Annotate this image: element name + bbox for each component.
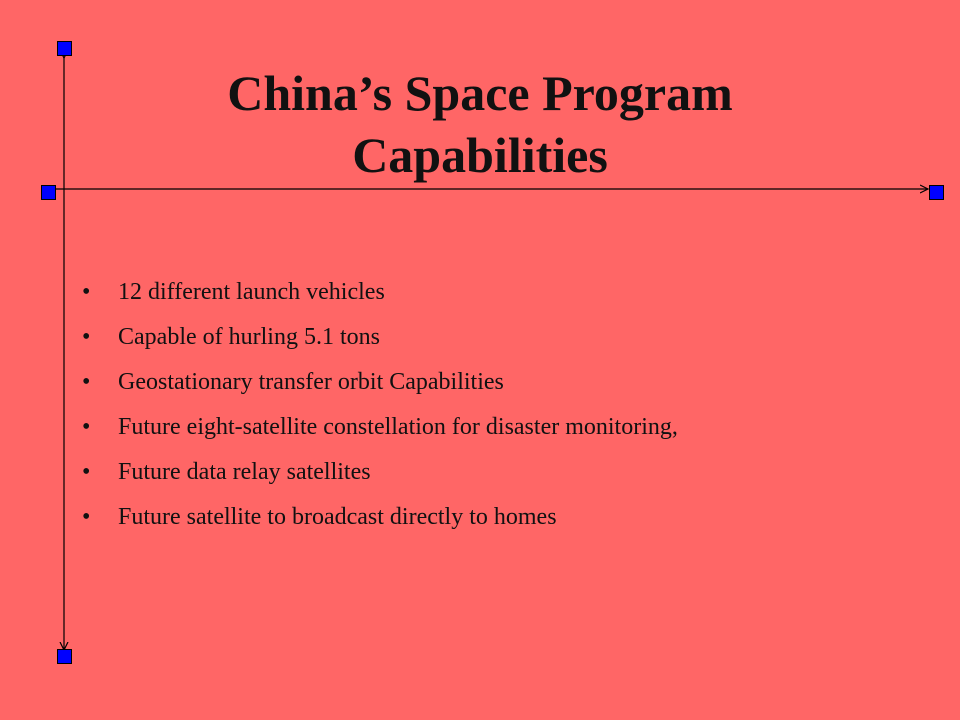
- bullet-item: [82, 362, 922, 407]
- bullet-item: [82, 317, 922, 362]
- bullet-text: Future satellite to broadcast directly to homes: [118, 504, 557, 530]
- bullet-item: [82, 452, 922, 497]
- selection-handle-right[interactable]: [929, 185, 944, 200]
- slide-title-line-2: Capabilities: [352, 127, 608, 183]
- bullet-item: [82, 497, 922, 542]
- bullet-list: [82, 272, 922, 542]
- selection-handle-left[interactable]: [41, 185, 56, 200]
- bullet-dot-icon: •: [82, 324, 91, 350]
- bullet-text: Future data relay satellites: [118, 459, 371, 485]
- bullet-text: Capable of hurling 5.1 tons: [118, 324, 380, 350]
- slide-title: [130, 62, 830, 186]
- selection-handle-bottom[interactable]: [57, 649, 72, 664]
- bullet-item: [82, 407, 922, 452]
- bullet-dot-icon: •: [82, 459, 91, 485]
- bullet-dot-icon: •: [82, 279, 91, 305]
- slide-title-line-1: China’s Space Program: [227, 65, 733, 121]
- selection-handle-top[interactable]: [57, 41, 72, 56]
- bullet-text: Geostationary transfer orbit Capabilities: [118, 369, 504, 395]
- bullet-text: Future eight-satellite constellation for disaster monitoring,: [118, 414, 678, 440]
- bullet-dot-icon: •: [82, 369, 91, 395]
- bullet-text: 12 different launch vehicles: [118, 279, 385, 305]
- bullet-item: [82, 272, 922, 317]
- bullet-dot-icon: •: [82, 504, 91, 530]
- bullet-dot-icon: •: [82, 414, 91, 440]
